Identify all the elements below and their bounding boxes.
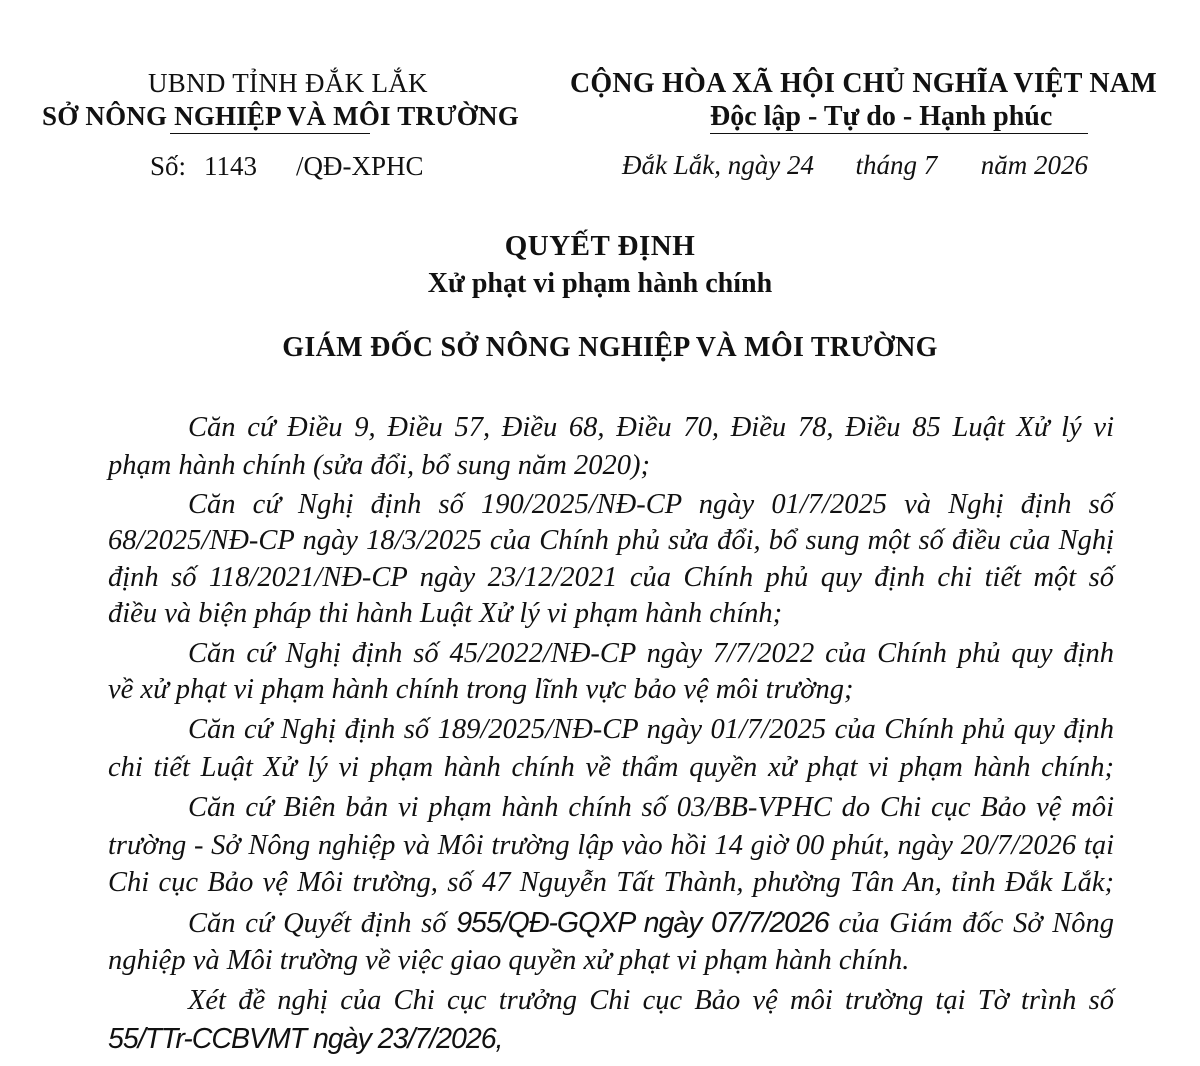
issue-date bbox=[622, 150, 1088, 181]
body-line: Căn cứ Biên bản vi phạm hành chính số 03/BB-VPHC do Chi cục Bảo vệ môi bbox=[188, 792, 1114, 823]
body-line: trường - Sở Nông nghiệp và Môi trường lập vào hồi 14 giờ 00 phút, ngày 20/7/2026 tại bbox=[108, 830, 1114, 861]
body-line: điều và biện pháp thi hành Luật Xử lý vi phạm hành chính; bbox=[108, 598, 783, 629]
body-line: Căn cứ Nghị định số 190/2025/NĐ-CP ngày 01/7/2025 và Nghị định số bbox=[188, 489, 1114, 520]
proposal-reference: 55/TTr-CCBVMT ngày 23/7/2026, bbox=[108, 1023, 503, 1055]
document-number-label: Số: bbox=[150, 151, 187, 181]
issue-date-place: Đắk Lắk, ngày bbox=[622, 150, 781, 180]
issuing-authority: SỞ NÔNG NGHIỆP VÀ MÔI TRƯỜNG bbox=[42, 101, 519, 131]
national-title: CỘNG HÒA XÃ HỘI CHỦ NGHĨA VIỆT NAM bbox=[570, 68, 1157, 99]
issue-date-day: 24 bbox=[786, 150, 814, 180]
authorization-reference: 955/QĐ-GQXP ngày 07/7/2026 bbox=[456, 907, 829, 939]
document-subtitle: Xử phạt vi phạm hành chính bbox=[427, 268, 773, 299]
body-line: phạm hành chính (sửa đổi, bổ sung năm 2020); bbox=[108, 450, 650, 481]
body-line: Căn cứ Nghị định số 45/2022/NĐ-CP ngày 7/7/2022 của Chính phủ quy định bbox=[188, 638, 1114, 669]
body-line bbox=[108, 1022, 1114, 1058]
body-text: Căn cứ Quyết định số bbox=[188, 908, 447, 939]
body-line: nghiệp và Môi trường về việc giao quyền xử phạt vi phạm hành chính. bbox=[108, 945, 910, 976]
body-line: về xử phạt vi phạm hành chính trong lĩnh vực bảo vệ môi trường; bbox=[108, 674, 854, 705]
body-line: 68/2025/NĐ-CP ngày 18/3/2025 của Chính phủ sửa đổi, bổ sung một số điều của Nghị bbox=[108, 525, 1114, 556]
header-left-rule bbox=[170, 133, 370, 134]
document-number: 1143 bbox=[204, 151, 257, 181]
issue-date-year: 2026 bbox=[1033, 150, 1088, 180]
body-line: Căn cứ Điều 9, Điều 57, Điều 68, Điều 70, Điều 78, Điều 85 Luật Xử lý vi bbox=[188, 412, 1114, 443]
header-right-rule bbox=[710, 133, 1088, 134]
document-title: QUYẾT ĐỊNH bbox=[504, 230, 696, 262]
document-code: /QĐ-XPHC bbox=[296, 151, 424, 181]
body-line: Chi cục Bảo vệ Môi trường, số 47 Nguyễn Tất Thành, phường Tân An, tỉnh Đắk Lắk; bbox=[108, 867, 1114, 898]
decision-authority: GIÁM ĐỐC SỞ NÔNG NGHIỆP VÀ MÔI TRƯỜNG bbox=[282, 332, 938, 363]
issue-date-year-label: năm bbox=[980, 150, 1028, 180]
body-line: Căn cứ Nghị định số 189/2025/NĐ-CP ngày 01/7/2025 của Chính phủ quy định bbox=[188, 714, 1114, 745]
body-line bbox=[188, 906, 1114, 942]
issue-date-month-label: tháng bbox=[855, 150, 917, 180]
national-motto: Độc lập - Tự do - Hạnh phúc bbox=[710, 101, 1053, 132]
body-line: định số 118/2021/NĐ-CP ngày 23/12/2021 của Chính phủ quy định chi tiết một số bbox=[108, 562, 1114, 593]
body-line: chi tiết Luật Xử lý vi phạm hành chính về thẩm quyền xử phạt vi phạm hành chính; bbox=[108, 752, 1114, 783]
body-text: của Giám đốc Sở Nông bbox=[838, 908, 1115, 939]
issue-date-month: 7 bbox=[923, 150, 938, 180]
issuing-authority-parent: UBND TỈNH ĐẮK LẮK bbox=[148, 68, 428, 98]
body-line: Xét đề nghị của Chi cục trưởng Chi cục Bảo vệ môi trường tại Tờ trình số bbox=[188, 985, 1114, 1016]
